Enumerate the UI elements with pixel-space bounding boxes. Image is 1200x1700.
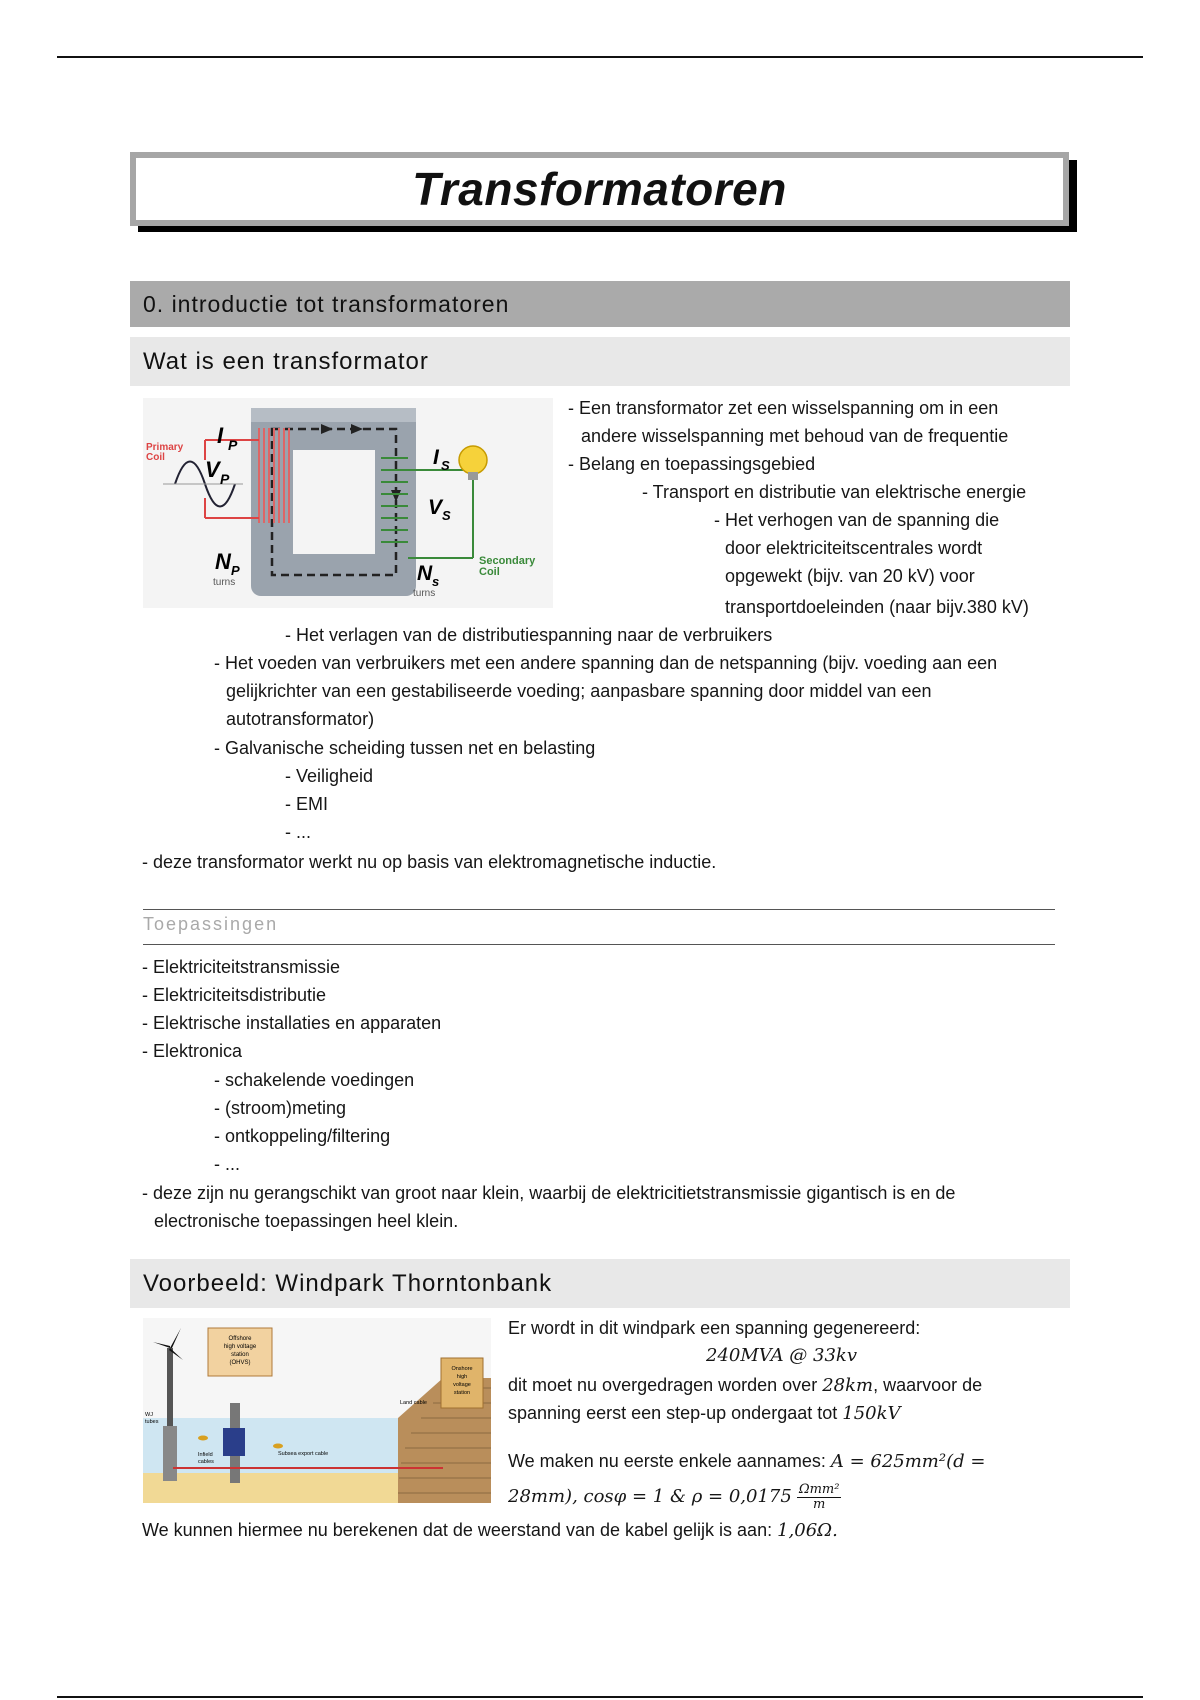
ns-label: N bbox=[417, 562, 433, 585]
intro-line-11: gelijkrichter van een gestabiliseerde voeding; aanpasbare spanning door middel van een bbox=[226, 681, 932, 701]
np-label: N bbox=[215, 549, 231, 574]
windpark-distance: 28km bbox=[822, 1375, 874, 1396]
vs-label: V bbox=[428, 496, 443, 519]
resistivity-unit bbox=[797, 1483, 842, 1512]
intro-line-9: - Het verlagen van de distributiespanning naar de verbruikers bbox=[285, 625, 773, 645]
windpark-assumptions: 28mm), cosφ = 1 & ρ = 0,0175 bbox=[508, 1486, 792, 1507]
intro-line-14: - Veiligheid bbox=[285, 766, 374, 786]
jacket-label-1: WJ bbox=[145, 1412, 153, 1418]
intro-line-12: autotransformator) bbox=[226, 709, 375, 729]
infield-label-1: Infield bbox=[198, 1452, 213, 1458]
intro-line-8: transportdoeleinden (naar bijv.380 kV) bbox=[725, 597, 1029, 617]
ohvs-label-4: (OHVS) bbox=[229, 1360, 251, 1366]
vp-label: V bbox=[205, 457, 220, 482]
toepassing-line-5: - schakelende voedingen bbox=[214, 1070, 415, 1090]
toepassing-line-7: - ontkoppeling/filtering bbox=[214, 1126, 391, 1146]
infield-label-2: cables bbox=[198, 1459, 214, 1465]
ohvs-label-1: Offshore bbox=[228, 1336, 252, 1342]
cable-resistance: 1,06Ω. bbox=[777, 1520, 838, 1541]
windpark-line-2-text: dit moet nu overgedragen worden over bbox=[508, 1375, 823, 1395]
intro-line-15: - EMI bbox=[285, 794, 328, 814]
toepassing-line-3: - Elektrische installaties en apparaten bbox=[142, 1013, 442, 1033]
windpark-diagram bbox=[143, 1318, 491, 1503]
intro-line-5: - Het verhogen van de spanning die bbox=[714, 510, 1000, 530]
intro-line-1: - Een transformator zet een wisselspanning om in een bbox=[568, 398, 999, 418]
subsea-cable-label: Subsea export cable bbox=[278, 1451, 329, 1457]
windpark-stepup-voltage: 150kV bbox=[842, 1403, 901, 1424]
toepassing-line-10: electronische toepassingen heel klein. bbox=[154, 1211, 459, 1231]
toepassing-line-9: - deze zijn nu gerangschikt van groot naar klein, waarbij de elektricitietstransmissie gigantisch is en de bbox=[142, 1183, 956, 1203]
ohvs-label-3: station bbox=[231, 1352, 249, 1358]
section-heading: 0. introductie tot transformatoren bbox=[130, 281, 1070, 327]
intro-line-17: - deze transformator werkt nu op basis van elektromagnetische inductie. bbox=[142, 852, 717, 872]
intro-line-7: opgewekt (bijv. van 20 kV) voor bbox=[725, 566, 975, 586]
intro-line-3: - Belang en toepassingsgebied bbox=[568, 454, 816, 474]
subsection-heading-windpark: Voorbeeld: Windpark Thorntonbank bbox=[130, 1259, 1070, 1308]
primary-coil-label-2: Coil bbox=[146, 452, 165, 463]
toepassing-line-2: - Elektriciteitsdistributie bbox=[142, 985, 327, 1005]
primary-coil-label: Primary bbox=[146, 442, 184, 453]
intro-line-4: - Transport en distributie van elektrische energie bbox=[642, 482, 1027, 502]
windpark-area: A = 625mm²(d = bbox=[830, 1451, 986, 1472]
np-sub-label: P bbox=[231, 563, 240, 578]
divider-bottom bbox=[143, 944, 1055, 945]
intro-line-16: - ... bbox=[285, 822, 311, 842]
ohvs-label-2: high voltage bbox=[223, 1344, 257, 1350]
toepassing-line-4: - Elektronica bbox=[142, 1041, 243, 1061]
intro-line-13: - Galvanische scheiding tussen net en belasting bbox=[214, 738, 596, 758]
top-rule bbox=[57, 56, 1143, 58]
windpark-line-3-text: spanning eerst een step-up ondergaat tot bbox=[508, 1403, 843, 1423]
bottom-rule bbox=[57, 1696, 1143, 1698]
windpark-formula-power: 240MVA @ 33kv bbox=[706, 1345, 857, 1366]
toepassing-line-1: - Elektriciteitstransmissie bbox=[142, 957, 341, 977]
onshore-label-2: high bbox=[456, 1374, 468, 1380]
page-title: Transformatoren bbox=[412, 163, 787, 215]
windpark-line-4-text: We maken nu eerste enkele aannames: bbox=[508, 1451, 831, 1471]
windpark-line-2 bbox=[508, 1371, 982, 1400]
windpark-line-3 bbox=[508, 1399, 901, 1428]
onshore-label-4: station bbox=[453, 1390, 471, 1396]
resistivity-unit-den: m bbox=[812, 1496, 826, 1512]
is-sub-label: S bbox=[441, 458, 450, 473]
fish-icon-2 bbox=[273, 1444, 283, 1449]
np-turns-label: turns bbox=[213, 577, 236, 588]
secondary-coil-label: Secondary bbox=[479, 555, 536, 567]
intro-line-2: andere wisselspanning met behoud van de frequentie bbox=[581, 426, 1009, 446]
toepassing-line-6: - (stroom)meting bbox=[214, 1098, 347, 1118]
windpark-line-1: Er wordt in dit windpark een spanning gegenereerd: bbox=[508, 1318, 921, 1338]
primary-winding bbox=[259, 428, 289, 523]
intro-line-6: door elektriciteitscentrales wordt bbox=[725, 538, 983, 558]
vs-sub-label: S bbox=[442, 508, 451, 523]
toepassing-line-8: - ... bbox=[214, 1154, 240, 1174]
onshore-label-3: voltage bbox=[453, 1382, 471, 1388]
is-label: I bbox=[433, 446, 439, 469]
ns-sub-label: s bbox=[432, 574, 440, 589]
subsection-heading-what: Wat is een transformator bbox=[130, 337, 1070, 386]
fish-icon bbox=[198, 1436, 208, 1441]
onshore-label-1: Onshore bbox=[451, 1366, 473, 1372]
secondary-coil-label-2: Coil bbox=[479, 566, 500, 578]
windpark-line-4 bbox=[508, 1447, 985, 1476]
windpark-line-6-text: We kunnen hiermee nu berekenen dat de weerstand van de kabel gelijk is aan: bbox=[142, 1520, 778, 1540]
land-cable-label: Land cable bbox=[400, 1400, 427, 1406]
ns-turns-label: turns bbox=[413, 588, 436, 599]
intro-line-10: - Het voeden van verbruikers met een andere spanning dan de netspanning (bijv. voeding aan een bbox=[214, 653, 998, 673]
toepassingen-heading: Toepassingen bbox=[143, 914, 279, 934]
resistivity-unit-num: Ωmm² bbox=[798, 1481, 840, 1497]
windpark-line-5 bbox=[508, 1482, 841, 1512]
ip-sub-label: P bbox=[228, 437, 238, 453]
ip-label: I bbox=[217, 423, 224, 448]
divider-top bbox=[143, 909, 1055, 910]
transformer-diagram bbox=[143, 398, 553, 608]
windpark-line-6 bbox=[142, 1516, 838, 1545]
windpark-line-2-end: , waarvoor de bbox=[873, 1375, 983, 1395]
title-frame bbox=[130, 152, 1077, 232]
vp-sub-label: P bbox=[220, 471, 230, 487]
jacket-label-2: tubes bbox=[145, 1419, 159, 1425]
title-box bbox=[130, 152, 1069, 226]
